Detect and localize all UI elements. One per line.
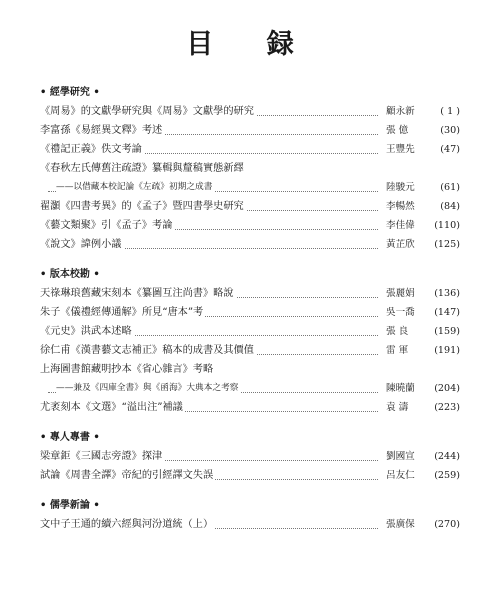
entry-author: 王豐先 xyxy=(386,144,415,155)
entry-page-number: (244) xyxy=(434,451,460,462)
entry-author: 吳一喬 xyxy=(386,307,415,318)
entry-title: 《說文》諱例小議 xyxy=(40,235,124,254)
entry-page-number: (191) xyxy=(434,345,460,356)
entry-author: 呂友仁 xyxy=(386,470,415,481)
entry-title: 文中子王通的續六經與河汾道統（上） xyxy=(40,515,215,534)
entry-author: 陳曉蘭 xyxy=(386,383,415,394)
entry-title: 上海圖書館藏明抄本《省心雜言》考略 xyxy=(40,360,215,379)
entry-author: 袁 濤 xyxy=(386,402,409,413)
entry-author: 張 億 xyxy=(386,125,409,136)
entry-page-number: (270) xyxy=(434,519,460,530)
entry-title: 《周易》的文獻學研究與《周易》文獻學的研究 xyxy=(40,102,256,121)
entry-author: 張麗娟 xyxy=(386,288,415,299)
toc-section xyxy=(40,84,460,254)
entry-author: 劉國宣 xyxy=(386,451,415,462)
toc-section xyxy=(40,429,460,485)
entry-page-number: (30) xyxy=(440,125,460,136)
toc-entry[interactable] xyxy=(40,466,460,485)
section-heading: • 專人專書 • xyxy=(40,432,100,443)
entry-title: 梁章鉅《三國志旁證》探津 xyxy=(40,447,164,466)
entry-title: 徐仁甫《漢書藝文志補正》稿本的成書及其價值 xyxy=(40,341,256,360)
entry-page-number: (61) xyxy=(440,182,460,193)
entry-author: 黃芷欣 xyxy=(386,239,415,250)
entry-author: 李暢然 xyxy=(386,201,415,212)
entry-title: ——兼及《四庫全書》與《函海》大典本之考察 xyxy=(56,379,240,398)
entry-title: 李富孫《易經異文釋》考述 xyxy=(40,121,164,140)
entry-author: 李佳偉 xyxy=(386,220,415,231)
section-heading: • 版本校勘 • xyxy=(40,269,100,280)
entry-author: 顧永新 xyxy=(386,106,415,117)
toc-entry[interactable] xyxy=(40,515,460,534)
entry-page-number: (136) xyxy=(434,288,460,299)
entry-page-number: (84) xyxy=(440,201,460,212)
entry-title: 天祿琳琅舊藏宋刻本《纂圖互注尚書》略說 xyxy=(40,284,236,303)
entry-page-number: (259) xyxy=(434,470,460,481)
entry-page-number: (223) xyxy=(434,402,460,413)
entry-title: 試論《周書全譯》帝紀的引經譯文失誤 xyxy=(40,466,215,485)
entry-author: 張廣保 xyxy=(386,519,415,530)
entry-title: 《禮記正義》佚文考論 xyxy=(40,140,144,159)
entry-page-number: (159) xyxy=(434,326,460,337)
table-of-contents xyxy=(40,84,460,546)
section-heading: • 經學研究 • xyxy=(40,87,100,98)
entry-page-number: (204) xyxy=(434,383,460,394)
toc-entry[interactable] xyxy=(40,341,460,360)
toc-section xyxy=(40,266,460,417)
entry-page-number: (125) xyxy=(434,239,460,250)
entry-title: 《元史》洪武本述略 xyxy=(40,322,134,341)
entry-author: 張 良 xyxy=(386,326,409,337)
entry-title: 《春秋左氏傳舊注疏證》纂輯與釐稿實態新繹 xyxy=(40,159,246,178)
entry-page-number: (110) xyxy=(434,220,460,231)
section-heading: • 儒學新論 • xyxy=(40,500,100,511)
toc-entry[interactable] xyxy=(40,102,460,121)
toc-entry[interactable] xyxy=(40,398,460,417)
entry-title: 《藝文類聚》引《孟子》考論 xyxy=(40,216,174,235)
entry-title: ——以借藏本校記論《左疏》初期之成書 xyxy=(56,178,214,197)
page-title: 目 録 xyxy=(186,29,316,60)
toc-entry[interactable] xyxy=(40,140,460,159)
entry-page-number: (147) xyxy=(434,307,460,318)
toc-section xyxy=(40,497,460,534)
entry-title: 尤袤刻本《文選》“溢出注”補議 xyxy=(40,398,185,417)
entry-author: 陸駿元 xyxy=(386,182,415,193)
entry-page-number: ( 1 ) xyxy=(440,106,460,117)
toc-entry[interactable] xyxy=(40,235,460,254)
entry-author: 雷 軍 xyxy=(386,345,409,356)
entry-page-number: (47) xyxy=(440,144,460,155)
entry-title: 翟灝《四書考異》的《孟子》暨四書學史研究 xyxy=(40,197,246,216)
entry-title: 朱子《儀禮經傳通解》所見“唐本”考 xyxy=(40,303,205,322)
